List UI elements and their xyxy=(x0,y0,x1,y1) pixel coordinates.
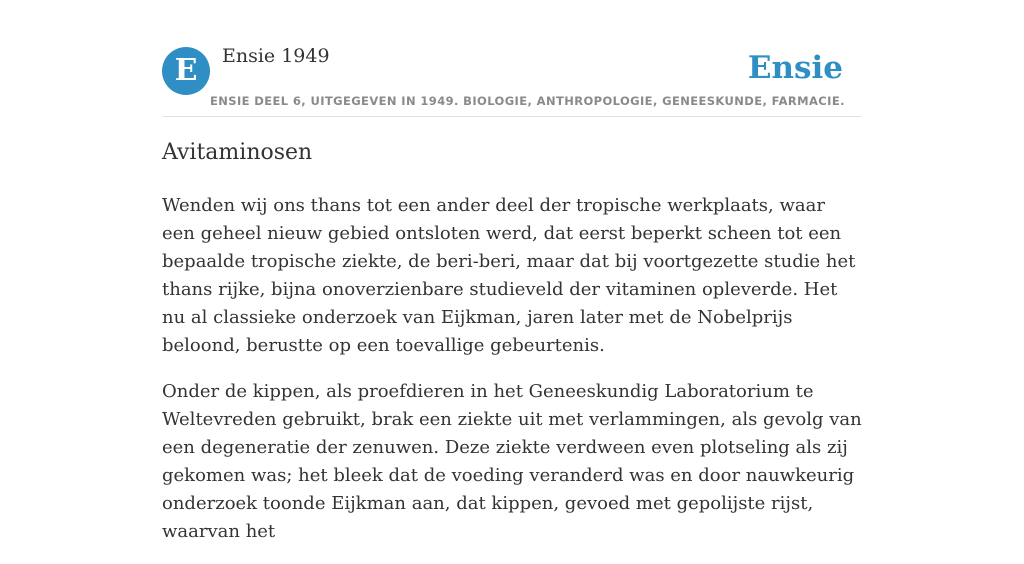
article-page xyxy=(162,0,862,542)
paragraph: Wenden wij ons thans tot een ander deel der tropische werkplaats, waar een geheel nieuw gebied ontsloten werd, dat eerst beperkt scheen tot een bepaalde tropische ziekte, de beri-beri, maar dat bij voortgezette studie het thans rijke, bijna onoverzienbare studieveld der vitaminen opleverde. Het nu al classieke onderzoek van Eijkman, jaren later met de Nobelprijs beloond, berustte op een toevallige gebeurtenis. xyxy=(162,195,856,356)
source-title[interactable]: Ensie 1949 xyxy=(222,45,330,67)
site-header xyxy=(162,0,862,117)
ensie-logo-icon[interactable]: E xyxy=(162,47,210,95)
article-title: Avitaminosen xyxy=(162,140,313,165)
article-body xyxy=(162,192,862,564)
paragraph: Onder de kippen, als proefdieren in het Geneeskundig Laboratorium te Weltevreden gebruikt, brak een ziekte uit met verlammingen, als gevolg van een degeneratie der zenuwen. Deze ziekte verdween even plotseling als zij gekomen was; het bleek dat de voeding veranderd was en door nauwkeurig onderzoek toonde Eijkman aan, dat kippen, gevoed met gepolijste rijst, waarvan het xyxy=(162,381,862,542)
source-subtitle: ENSIE DEEL 6, UITGEGEVEN IN 1949. BIOLOGIE, ANTHROPOLOGIE, GENEESKUNDE, FARMACIE. xyxy=(210,94,845,108)
brand-link[interactable]: Ensie xyxy=(747,50,843,86)
